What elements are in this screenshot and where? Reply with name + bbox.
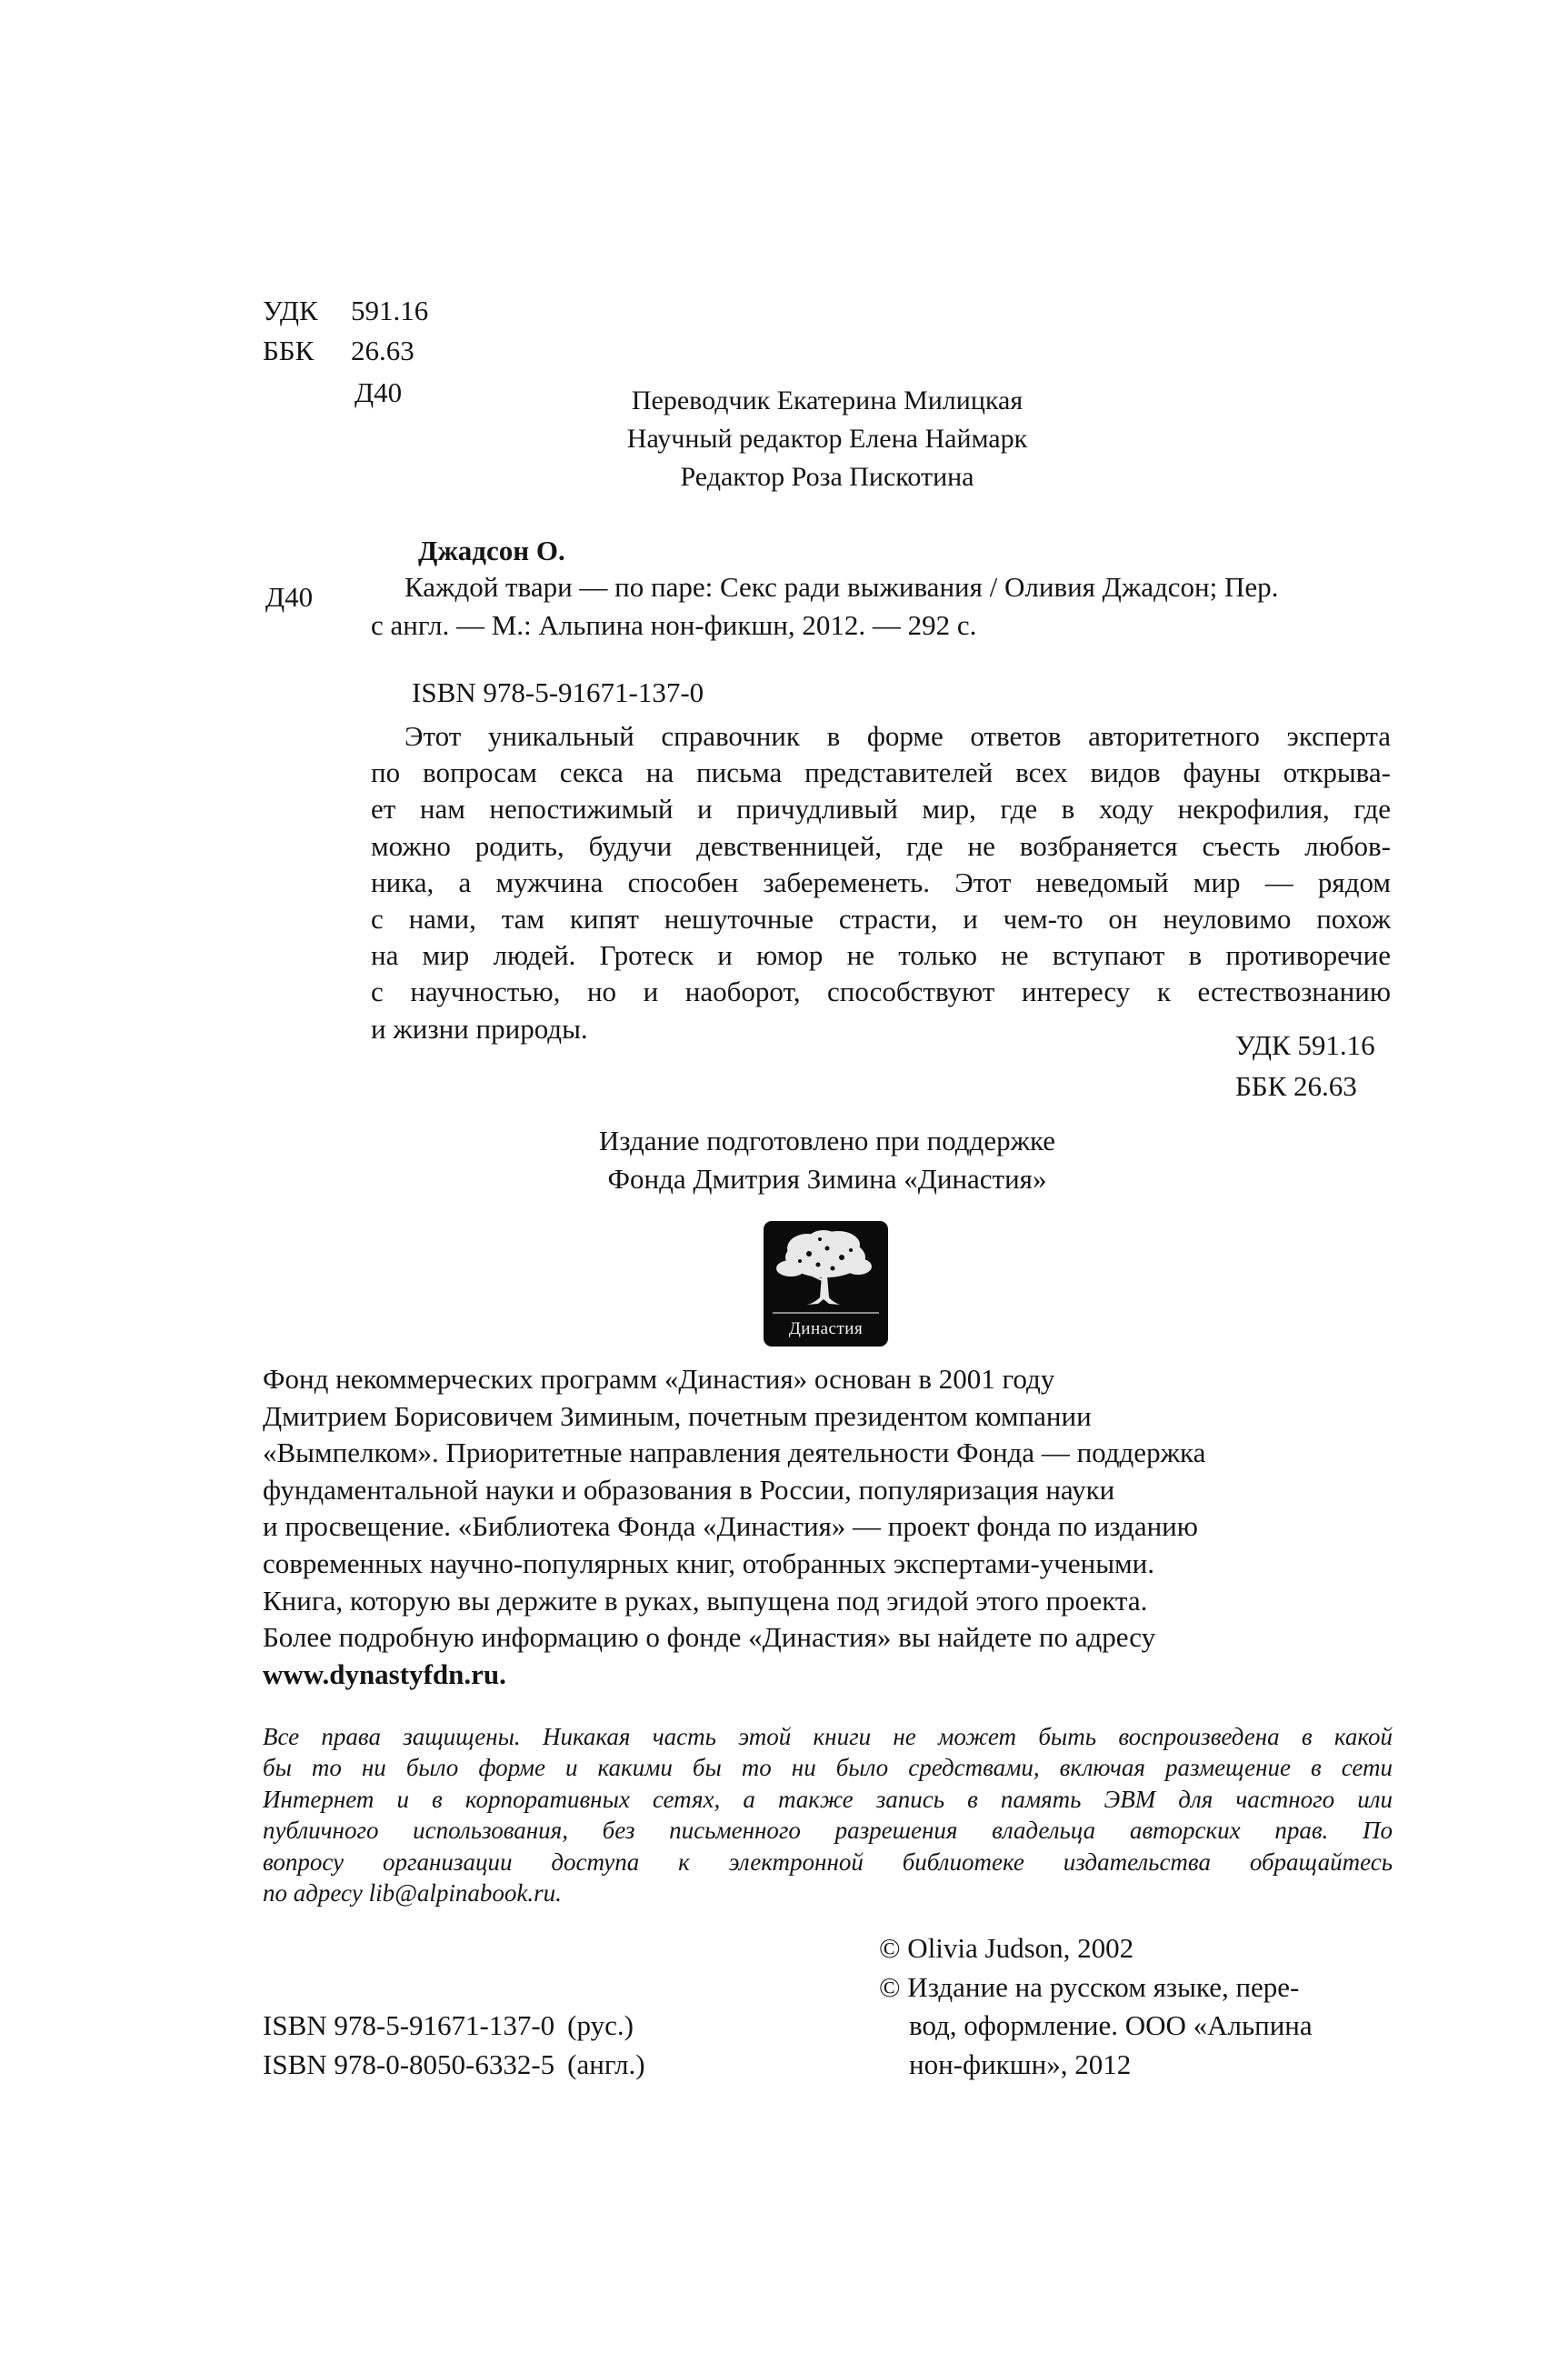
bbk-label: ББК bbox=[263, 335, 315, 366]
logo-label: Династия bbox=[788, 1319, 864, 1338]
udk-classification-bottom: УДК 591.16 bbox=[1235, 1029, 1375, 1061]
copyright-edition-cont: вод, оформление. ООО «Альпина bbox=[909, 2009, 1313, 2041]
foundation-line: Дмитрием Борисовичем Зиминым, почетным президентом компании bbox=[263, 1399, 1092, 1432]
copyright-author: © Olivia Judson, 2002 bbox=[879, 1932, 1134, 1964]
annotation-line: ника, а мужчина способен забеременеть. Этот неведомый мир — рядом bbox=[371, 866, 1391, 898]
rights-line: Интернет и в корпоративных сетях, а также запись в память ЭВМ для частного или bbox=[263, 1785, 1393, 1813]
bibliographic-description-line: Каждой твари — по паре: Секс ради выживания / Оливия Джадсон; Пер. bbox=[404, 571, 1279, 603]
annotation-line: с нами, там кипят нешуточные страсти, и чем-то он неуловимо похож bbox=[371, 903, 1391, 936]
isbn-russian bbox=[263, 2008, 634, 2044]
foundation-line: фундаментальной науки и образования в России, популяризация науки bbox=[263, 1473, 1115, 1506]
translator-credit: Переводчик Екатерина Милицкая bbox=[631, 385, 1024, 416]
annotation-paragraph bbox=[371, 718, 1391, 1047]
annotation-line: ет нам непостижимый и причудливый мир, где в ходу некрофилия, где bbox=[371, 793, 1391, 826]
rights-line: публичного использования, без письменного разрешения владельца авторских прав. По bbox=[263, 1817, 1393, 1845]
tree-icon bbox=[764, 1221, 888, 1312]
support-line: Издание подготовлено при поддержке bbox=[598, 1125, 1056, 1156]
rights-notice bbox=[263, 1721, 1393, 1908]
logo-divider bbox=[773, 1312, 879, 1314]
isbn-language: (англ.) bbox=[567, 2048, 645, 2080]
bbk-value: 26.63 bbox=[351, 335, 414, 366]
isbn-number: ISBN 978-0-8050-6332-5 bbox=[263, 2048, 555, 2080]
foundation-line: Книга, которую вы держите в руках, выпущена под эгидой этого проекта. bbox=[263, 1584, 1148, 1617]
isbn-english bbox=[263, 2047, 645, 2083]
rights-line: по адресу lib@alpinabook.ru. bbox=[263, 1879, 562, 1907]
author-mark-top: Д40 bbox=[355, 376, 403, 408]
annotation-line: и жизни природы. bbox=[371, 1012, 588, 1045]
bbk-classification bbox=[263, 333, 414, 369]
author-heading: Джадсон О. bbox=[418, 535, 565, 566]
foundation-line: современных научно-популярных книг, отобранных экспертами-учеными. bbox=[263, 1547, 1154, 1579]
credits-block bbox=[509, 382, 1145, 496]
foundation-paragraph bbox=[263, 1361, 1205, 1693]
rights-line: бы то ни было форме и какими бы то ни было средствами, включая размещение в сети bbox=[263, 1754, 1393, 1782]
dynasty-logo bbox=[764, 1221, 888, 1347]
author-mark-side: Д40 bbox=[265, 581, 314, 613]
support-note bbox=[509, 1122, 1145, 1198]
copyright-edition-cont: нон-фикшн», 2012 bbox=[909, 2048, 1132, 2080]
isbn-number: ISBN 978-5-91671-137-0 bbox=[263, 2009, 555, 2041]
isbn-language: (рус.) bbox=[567, 2009, 634, 2041]
annotation-line: по вопросам секса на письма представителей всех видов фауны открыва- bbox=[371, 756, 1391, 789]
rights-line: Все права защищены. Никакая часть этой книги не может быть воспроизведена в какой bbox=[263, 1723, 1393, 1750]
annotation-line: с научностью, но и наоборот, способствуют интересу к естествознанию bbox=[371, 976, 1391, 1008]
foundation-website-link[interactable]: www.dynastyfdn.ru. bbox=[263, 1657, 506, 1690]
isbn-entry: ISBN 978-5-91671-137-0 bbox=[412, 676, 704, 708]
support-line: Фонда Дмитрия Зимина «Династия» bbox=[607, 1163, 1047, 1195]
udk-value: 591.16 bbox=[351, 295, 429, 326]
udk-label: УДК bbox=[263, 295, 318, 326]
annotation-line: можно родить, будучи девственницей, где не возбраняется съесть любов- bbox=[371, 829, 1391, 862]
editor-credit: Редактор Роза Пискотина bbox=[680, 462, 974, 492]
foundation-line: Фонд некоммерческих программ «Династия» основан в 2001 году bbox=[263, 1363, 1055, 1395]
foundation-line: «Вымпелком». Приоритетные направления деятельности Фонда — поддержка bbox=[263, 1437, 1206, 1469]
rights-line: вопросу организации доступа к электронной библиотеке издательства обращайтесь bbox=[263, 1847, 1393, 1876]
annotation-line: Этот уникальный справочник в форме ответов авторитетного эксперта bbox=[404, 720, 1391, 752]
scientific-editor-credit: Научный редактор Елена Наймарк bbox=[626, 424, 1028, 454]
foundation-line: и просвещение. «Библиотека Фонда «Династия» — проект фонда по изданию bbox=[263, 1510, 1198, 1543]
copyright-edition: © Издание на русском языке, пере- bbox=[879, 1971, 1300, 2003]
bibliographic-description-line: с англ. — М.: Альпина нон-фикшн, 2012. — 292 с. bbox=[371, 609, 977, 641]
udk-classification bbox=[263, 293, 428, 329]
foundation-line: Более подробную информацию о фонде «Династия» вы найдете по адресу bbox=[263, 1621, 1156, 1654]
annotation-line: на мир людей. Гротеск и юмор не только не вступают в противоречие bbox=[371, 939, 1391, 972]
bbk-classification-bottom: ББК 26.63 bbox=[1235, 1070, 1357, 1102]
